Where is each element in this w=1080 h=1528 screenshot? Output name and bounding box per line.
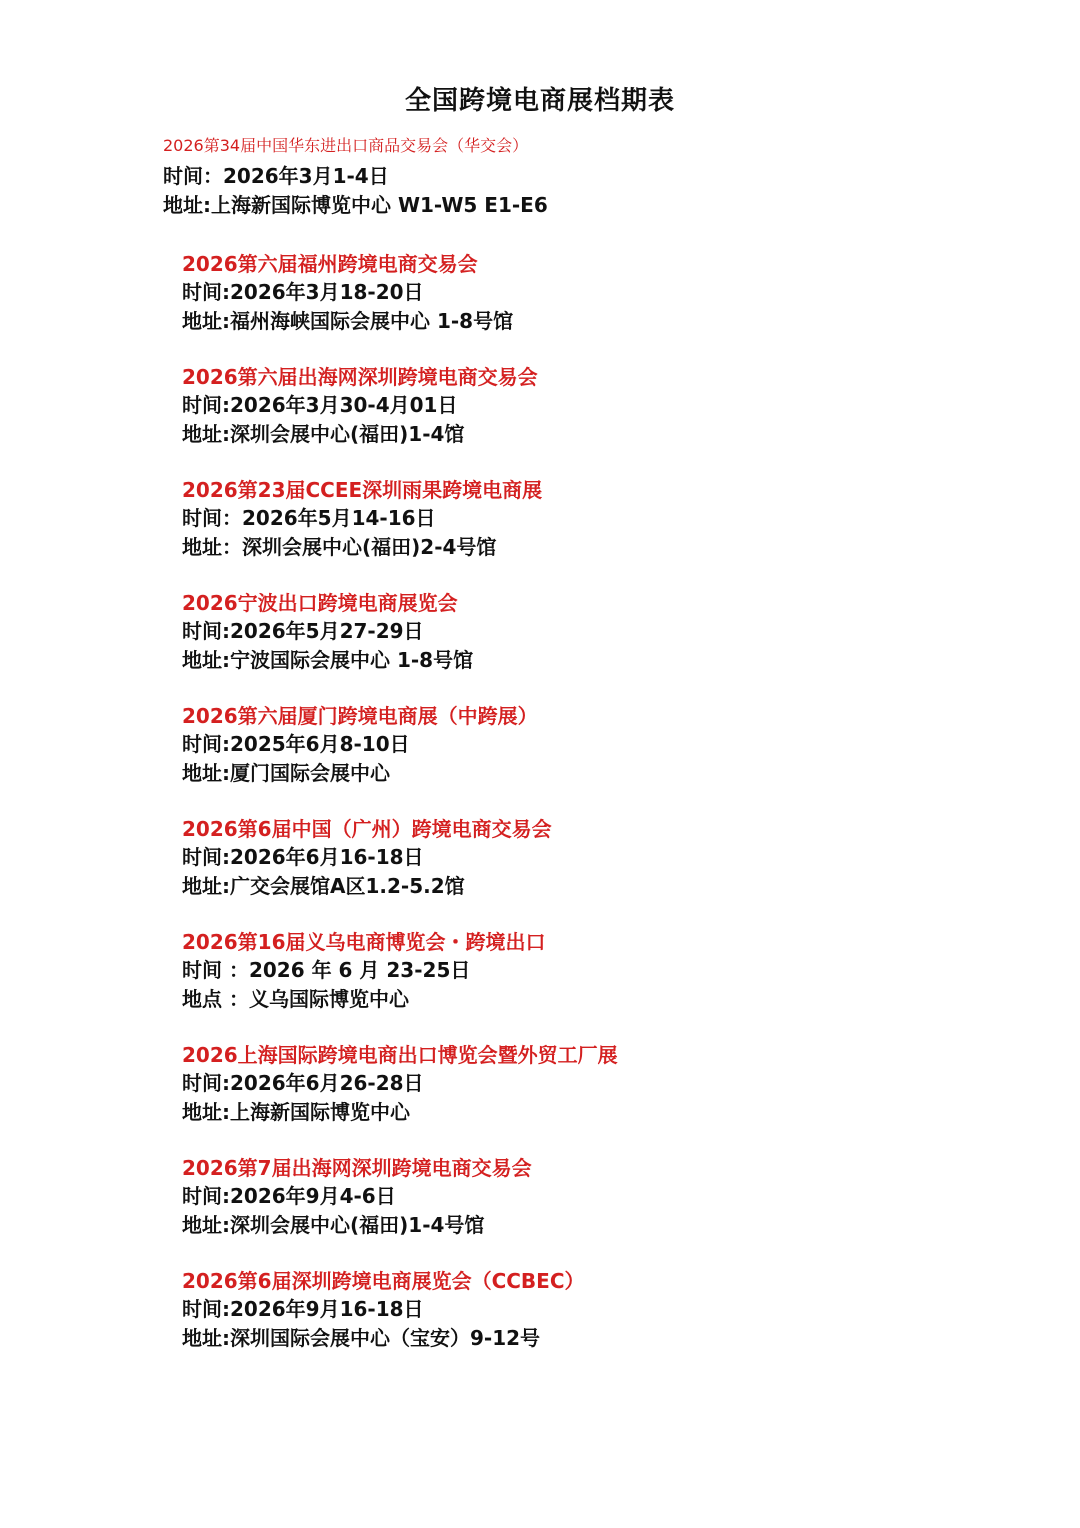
event-time: 时间:2025年6月8-10日 — [182, 732, 410, 756]
event-block — [182, 250, 513, 335]
event-time: 时间:2026年3月18-20日 — [182, 280, 424, 304]
event-block — [182, 476, 542, 561]
event-block — [182, 363, 538, 448]
event-time: 时间：2026年5月14-16日 — [182, 506, 436, 530]
event-time: 时间:2026年5月27-29日 — [182, 619, 424, 643]
event-title: 2026第六届出海网深圳跨境电商交易会 — [182, 365, 538, 389]
event-title: 2026第六届福州跨境电商交易会 — [182, 252, 478, 276]
event-block — [182, 928, 546, 1013]
event-title: 2026第7届出海网深圳跨境电商交易会 — [182, 1156, 532, 1180]
event-block — [182, 1041, 618, 1126]
event-address: 地址:深圳国际会展中心（宝安）9-12号 — [182, 1325, 541, 1350]
event-block — [182, 589, 473, 674]
event-time: 时间:2026年6月16-18日 — [182, 845, 424, 869]
event-title: 2026第6届深圳跨境电商展览会（CCBEC） — [182, 1269, 585, 1293]
event-address: 地址:广交会展馆A区1.2-5.2馆 — [182, 873, 465, 898]
event-title: 2026上海国际跨境电商出口博览会暨外贸工厂展 — [182, 1043, 618, 1067]
event-address: 地址:福州海峡国际会展中心 1-8号馆 — [182, 308, 514, 333]
event-address: 地址:上海新国际博览中心 W1-W5 E1-E6 — [163, 192, 548, 217]
event-address: 地址:宁波国际会展中心 1-8号馆 — [182, 647, 474, 672]
event-title: 2026第16届义乌电商博览会・跨境出口 — [182, 930, 546, 954]
event-time: 时间:2026年9月4-6日 — [182, 1184, 396, 1208]
event-block — [182, 815, 552, 900]
event-address: 地址:深圳会展中心(福田)1-4号馆 — [182, 1212, 485, 1237]
event-title: 2026第23届CCEE深圳雨果跨境电商展 — [182, 478, 543, 502]
event-address: 地址:厦门国际会展中心 — [182, 760, 390, 785]
event-block — [182, 1154, 532, 1239]
event-block — [182, 702, 538, 787]
event-address: 地点 ：义乌国际博览中心 — [182, 986, 409, 1011]
page-title: 全国跨境电商展档期表 — [404, 86, 675, 116]
event-time: 时间 ：2026 年 6 月 23-25日 — [182, 958, 471, 982]
event-title: 2026宁波出口跨境电商展览会 — [182, 591, 458, 615]
event-title: 2026第34届中国华东进出口商品交易会（华交会） — [163, 136, 529, 155]
event-time: 时间：2026年3月1-4日 — [163, 164, 389, 188]
event-address: 地址:上海新国际博览中心 — [182, 1099, 410, 1124]
event-time: 时间:2026年3月30-4月01日 — [182, 393, 458, 417]
event-block — [182, 1267, 585, 1352]
event-time: 时间:2026年6月26-28日 — [182, 1071, 424, 1095]
event-time: 时间:2026年9月16-18日 — [182, 1297, 424, 1321]
event-title: 2026第6届中国（广州）跨境电商交易会 — [182, 817, 552, 841]
event-address: 地址：深圳会展中心(福田)2-4号馆 — [182, 534, 497, 559]
event-title: 2026第六届厦门跨境电商展（中跨展） — [182, 704, 538, 728]
event-block — [163, 133, 548, 219]
event-address: 地址:深圳会展中心(福田)1-4馆 — [182, 421, 465, 446]
